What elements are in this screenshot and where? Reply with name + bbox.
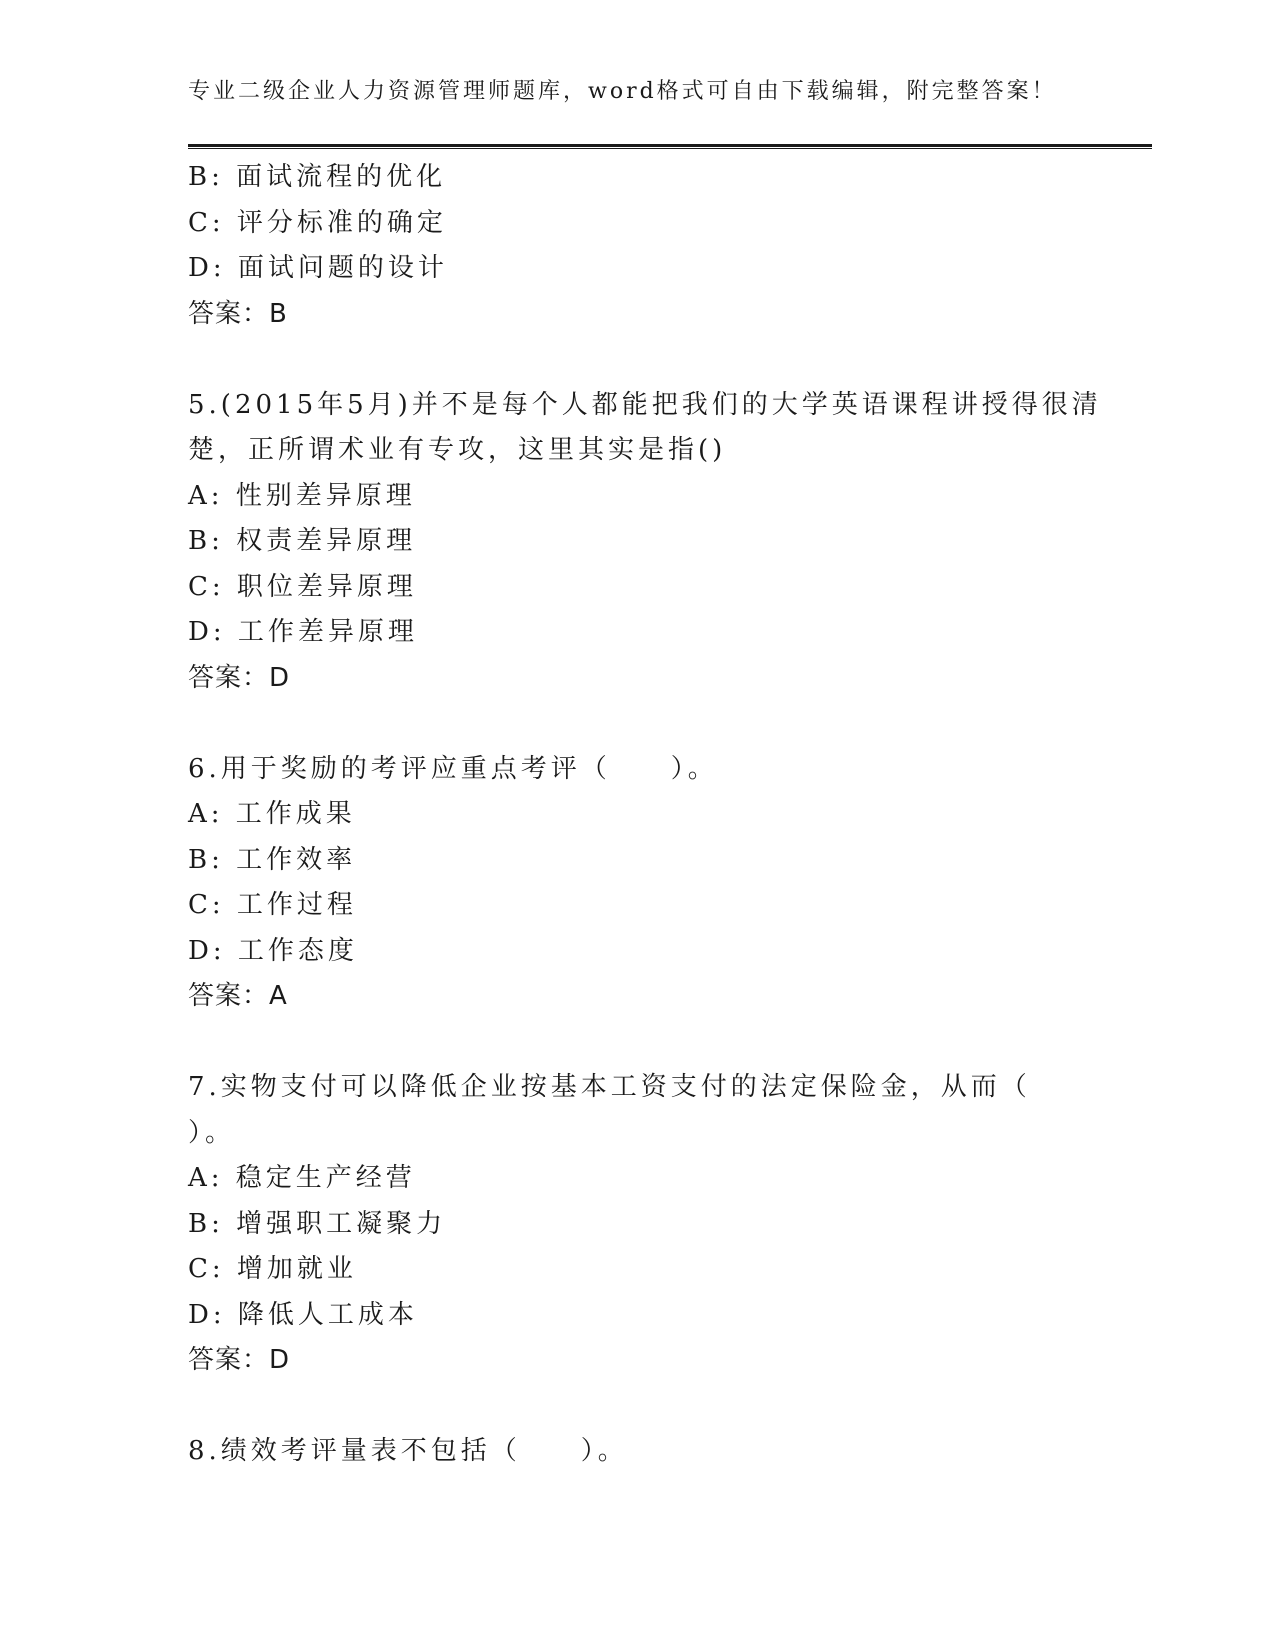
option-line: D: 降低人工成本 (188, 1299, 418, 1330)
option-line: C: 职位差异原理 (188, 571, 417, 602)
option-line: B: 工作效率 (188, 844, 357, 875)
option-line: B: 面试流程的优化 (188, 162, 447, 192)
question-8 (188, 1429, 1088, 1475)
option-line: D: 工作态度 (188, 935, 358, 966)
option-line: B: 权责差异原理 (188, 526, 417, 556)
question-6 (188, 747, 1088, 1020)
question-stem: 5.(2015年5月)并不是每个人都能把我们的大学英语课程讲授得很清 (188, 389, 1102, 420)
option-line: C: 评分标准的确定 (188, 207, 447, 238)
answer-line: 答案：D (188, 662, 291, 693)
option-line: B: 增强职工凝聚力 (188, 1208, 447, 1239)
answer-line: 答案：B (188, 298, 288, 329)
document-body (188, 155, 1102, 1475)
option-line: C: 工作过程 (188, 890, 357, 920)
question-stem: 楚，正所谓术业有专攻，这里其实是指() (188, 435, 727, 465)
spacer (188, 701, 1088, 747)
spacer (188, 337, 1088, 383)
header-divider (188, 144, 1152, 149)
question-stem: ）。 (188, 1117, 236, 1148)
question-stem: 7.实物支付可以降低企业按基本工资支付的法定保险金，从而（ (188, 1072, 1031, 1102)
answer-line: 答案：D (188, 1345, 291, 1375)
page-header: 专业二级企业人力资源管理师题库，word格式可自由下载编辑，附完整答案！ (188, 79, 1057, 104)
question-stem: 8.绩效考评量表不包括（ ）。 (188, 1436, 628, 1466)
option-line: A: 工作成果 (188, 799, 356, 829)
option-line: D: 面试问题的设计 (188, 253, 448, 283)
option-line: D: 工作差异原理 (188, 617, 418, 647)
answer-line: 答案：A (188, 981, 288, 1011)
question-7 (188, 1065, 1088, 1384)
option-line: A: 性别差异原理 (188, 480, 416, 511)
option-line: A: 稳定生产经营 (188, 1163, 416, 1193)
spacer (188, 1384, 1088, 1430)
question-stem: 6.用于奖励的考评应重点考评（ ）。 (188, 753, 718, 784)
option-line: C: 增加就业 (188, 1254, 357, 1284)
question-5 (188, 383, 1102, 702)
spacer (188, 1020, 1088, 1066)
